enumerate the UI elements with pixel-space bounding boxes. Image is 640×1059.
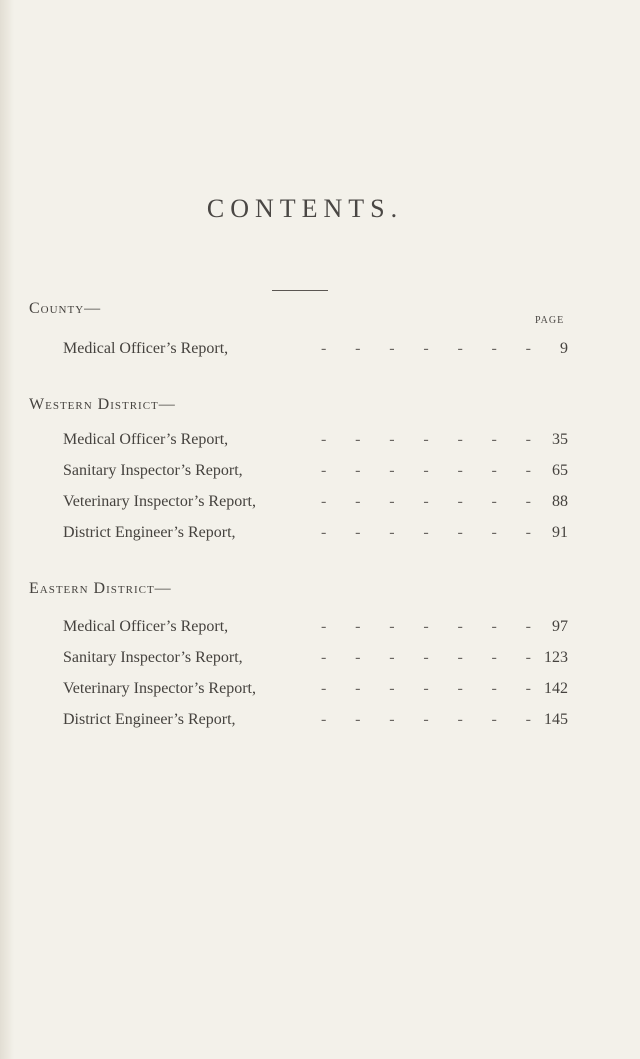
leader-dashes: - - - - - - - (321, 340, 531, 357)
toc-entry-page: 123 (544, 649, 568, 666)
toc-entry-label: Sanitary Inspector’s Report, (63, 649, 243, 666)
toc-entry[interactable] (63, 649, 568, 671)
toc-entry[interactable] (63, 680, 568, 702)
leader-dashes: - - - - - - - (321, 431, 531, 448)
toc-entry[interactable] (63, 340, 568, 362)
toc-entry-label: District Engineer’s Report, (63, 711, 236, 728)
toc-entry-label: Veterinary Inspector’s Report, (63, 680, 256, 697)
leader-dashes: - - - - - - - (321, 680, 531, 697)
toc-entry[interactable] (63, 431, 568, 453)
leader-dashes: - - - - - - - (321, 493, 531, 510)
toc-entry[interactable] (63, 493, 568, 515)
page-column-label: PAGE (535, 315, 565, 326)
toc-entry-page: 91 (552, 524, 568, 541)
toc-entry-label: Sanitary Inspector’s Report, (63, 462, 243, 479)
toc-entry-label: Medical Officer’s Report, (63, 340, 229, 357)
toc-entry-page: 35 (552, 431, 568, 448)
leader-dashes: - - - - - - - (321, 524, 531, 541)
toc-entry-page: 97 (552, 618, 568, 635)
toc-entry-label: Medical Officer’s Report, (63, 431, 229, 448)
toc-entry[interactable] (63, 524, 568, 546)
leader-dashes: - - - - - - - (321, 711, 531, 728)
leader-dashes: - - - - - - - (321, 618, 531, 635)
toc-entry-label: Medical Officer’s Report, (63, 618, 229, 635)
toc-entry-page: 9 (560, 340, 568, 357)
toc-entry-page: 142 (544, 680, 568, 697)
leader-dashes: - - - - - - - (321, 462, 531, 479)
leader-dashes: - - - - - - - (321, 649, 531, 666)
section-heading-county: County— (29, 300, 102, 317)
toc-entry[interactable] (63, 618, 568, 640)
section-heading-western-district: Western District— (29, 396, 176, 413)
toc-entry-page: 65 (552, 462, 568, 479)
book-spine-shadow (0, 0, 14, 1059)
toc-entry[interactable] (63, 711, 568, 733)
title-rule (272, 290, 328, 291)
toc-entry-page: 88 (552, 493, 568, 510)
toc-entry-page: 145 (544, 711, 568, 728)
toc-entry-label: Veterinary Inspector’s Report, (63, 493, 256, 510)
toc-entry[interactable] (63, 462, 568, 484)
page-title: CONTENTS. (206, 194, 404, 223)
toc-entry-label: District Engineer’s Report, (63, 524, 236, 541)
section-heading-eastern-district: Eastern District— (29, 580, 172, 597)
